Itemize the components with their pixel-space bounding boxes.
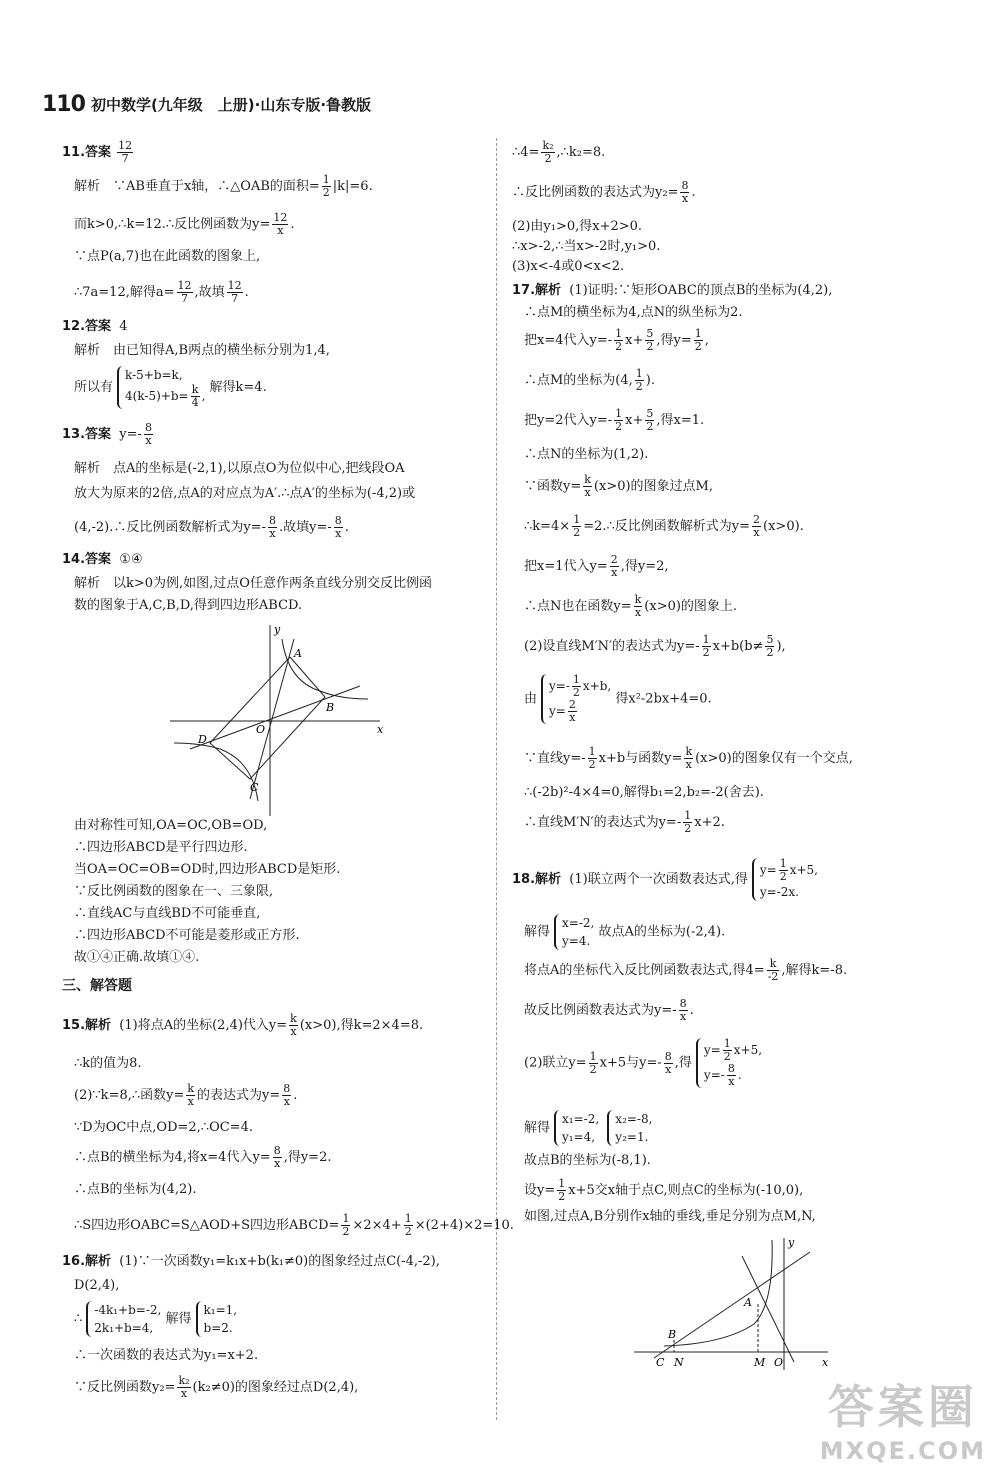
label-b: B [326, 701, 335, 714]
q17-line: (2)设直线M′N′的表达式为y=- $\frac{1}{2}$ x+b(b≠ $\frac{5}{2}$ ), [524, 633, 786, 660]
line-ab [654, 1252, 810, 1358]
q11-line: 而k>0,∴k=12.∴反比例函数为y= $\frac{12}{x}$ . [74, 211, 295, 238]
left-column [62, 139, 514, 1413]
label-d: D [198, 733, 207, 746]
q16-cont-line: ∴反比例函数的表达式为y₂= $\frac{8}{x}$ . [512, 179, 696, 206]
q17-line: 把y=2代入y=- $\frac{1}{2}$ x+ $\frac{5}{2}$ ,得x=1. [524, 407, 705, 434]
q11-line: ∵点P(a,7)也在此函数的图象上, [74, 249, 261, 264]
q16-line: ∴一次函数的表达式为y₁=x+2. [74, 1348, 259, 1363]
q18-system: 解得 x₁=-2, y₁=4, x₂=-8, y₂=1. [524, 1112, 653, 1144]
q16-cont-line: ∴4= $\frac{\text{k₂}}{2}$ ,∴k₂=8. [512, 139, 606, 166]
q16-cont-line: (3)x<-4或0<x<2. [512, 259, 625, 274]
page-number: 110 [42, 92, 85, 117]
q16-line: ∵反比例函数y₂= $\frac{\text{k₂}}{x}$ (k₂≠0)的图象经过点D(2,4), [74, 1374, 359, 1401]
q15-line: (2)∵k=8,∴函数y= $\frac{k}{x}$ 的表达式为y= $\frac{8}{x}$ . [74, 1082, 298, 1109]
q14-line: 由对称性可知,OA=OC,OB=OD, [74, 818, 268, 833]
watermark-logo: 答案圈 MXQE.COM [819, 1380, 986, 1465]
q16-cont-line: ∴x>-2,∴当x>-2时,y₁>0. [512, 239, 661, 254]
page-header [42, 92, 371, 117]
q11-answer: 11.答案 $\frac{12}{7}$ [62, 139, 133, 166]
label-c: C [656, 1356, 665, 1369]
label-x: x [377, 723, 384, 736]
q15-line: ∴点B的坐标为(4,2). [74, 1182, 197, 1197]
label-o: O [774, 1356, 784, 1369]
label-b: B [668, 1328, 677, 1341]
q17-line: 17.解析 (1)证明:∵矩形OABC的顶点B的坐标为(4,2), [512, 283, 833, 298]
q14-line: 当OA=OC=OB=OD时,四边形ABCD是矩形. [74, 862, 341, 877]
q14-line: ∴直线AC与直线BD不可能垂直, [74, 906, 261, 921]
q17-line: ∵函数y= $\frac{k}{x}$ (x>0)的图象过点M, [524, 473, 714, 500]
q17-line: ∴k=4× $\frac{1}{2}$ =2.∴反比例函数解析式为y= $\frac{2}{x}$ (x>0). [524, 513, 804, 540]
book-title: 初中数学(九年级 上册)·山东专版·鲁教版 [90, 96, 372, 114]
q13-answer: 13.答案 y=- $\frac{8}{x}$ [62, 421, 152, 448]
q18-system: 解得 x=-2, y=4. 故点A的坐标为(-2,4). [524, 916, 726, 948]
q17-line: ∵直线y=- $\frac{1}{2}$ x+b与函数y= $\frac{k}{x}$ (x>0)的图象仅有一个交点, [524, 745, 853, 772]
q11-line: 解析 ∵AB垂直于x轴，∴△OAB的面积= $\frac{1}{2}$ |k|=6. [74, 173, 373, 200]
section-heading: 三、解答题 [62, 978, 132, 994]
q13-line: 解析 点A的坐标是(-2,1),以原点O为位似中心,把线段OA [74, 461, 405, 476]
q11-line: ∴7a=12,解得a= $\frac{12}{7}$ ,故填 $\frac{12}{7}$ . [74, 279, 249, 306]
q15-line: ∴k的值为8. [74, 1056, 142, 1071]
label-o: O [256, 723, 266, 736]
q17-line: ∴点N的坐标为(1,2). [524, 447, 649, 462]
label-m: M [754, 1356, 766, 1369]
q12-line: 解析 由已知得A,B两点的横坐标分别为1,4, [74, 343, 330, 358]
q12-system: 所以有 k-5+b=k, 4(k-5)+b= $\frac{k}{4}$ , 解得k=4. [74, 368, 267, 410]
q17-line: 把x=1代入y= $\frac{2}{x}$ ,得y=2, [524, 553, 669, 580]
line-bd [190, 686, 360, 749]
q16-system: ∴ -4k₁+b=-2, 2k₁+b=4, 解得 k₁=1, b=2. [74, 1303, 238, 1335]
q18-line: 18.解析 (1)联立两个一次函数表达式,得 y= $\frac{1}{2}$ x+5, y=-2x. [512, 857, 818, 900]
q14-answer: 14.答案 ①④ [62, 552, 143, 567]
q16-line: 16.解析 (1)∵一次函数y₁=k₁x+b(k₁≠0)的图象经过点C(-4,-2), [62, 1254, 440, 1269]
q17-line: ∴(-2b)²-4×4=0,解得b₁=2,b₂=-2(舍去). [524, 785, 764, 800]
q18-line: 如图,过点A,B分别作x轴的垂线,垂足分别为点M,N, [524, 1209, 816, 1224]
q13-line: 放大为原来的2倍,点A的对应点为A′.∴点A′的坐标为(-4,2)或 [74, 486, 416, 501]
q15-line: ∵D为OC中点,OD=2,∴OC=4. [74, 1120, 253, 1135]
q14-line: 故①④正确.故填①④. [74, 950, 200, 965]
label-x: x [822, 1356, 829, 1369]
q17-system: 由 y=- $\frac{1}{2}$ x+b, y= $\frac{2}{x}$ 得x²-2bx+4=0. [524, 673, 712, 725]
label-a: A [294, 647, 302, 660]
label-a: A [744, 1296, 752, 1309]
q13-line: (4,-2).∴反比例函数解析式为y=- $\frac{8}{x}$ .故填y=- $\frac{8}{x}$ . [74, 514, 349, 541]
label-y: y [788, 1236, 795, 1249]
q14-line: ∴四边形ABCD是平行四边形. [74, 840, 248, 855]
q18-line: 故反比例函数表达式为y=- $\frac{8}{x}$ . [524, 997, 694, 1024]
label-n: N [674, 1356, 684, 1369]
q12-answer: 12.答案 4 [62, 319, 128, 334]
q17-line: ∴点M的坐标为(4, $\frac{1}{2}$ ). [524, 367, 656, 394]
q15-line: ∴点B的横坐标为4,将x=4代入y= $\frac{8}{x}$ ,得y=2. [74, 1144, 332, 1171]
q15-line: ∴S四边形OABC=S△AOD+S四边形ABCD= $\frac{1}{2}$ ×2×4+ $\frac{1}{2}$ ×(2+4)×2=10. [74, 1212, 514, 1239]
q14-line: 解析 以k>0为例,如图,过点O任意作两条直线分别交反比例函 [74, 576, 432, 591]
q17-line: ∴点N也在函数y= $\frac{k}{x}$ (x>0)的图象上. [524, 593, 738, 620]
hyperbola-branch [664, 1240, 772, 1346]
q18-figure [512, 1234, 962, 1374]
q18-line: 设y= $\frac{1}{2}$ x+5交x轴于点C,则点C的坐标为(-10,0), [524, 1177, 804, 1204]
hyperbola-branch-2 [174, 743, 258, 801]
q17-line: ∴直线M′N′的表达式为y=- $\frac{1}{2}$ x+2. [524, 809, 725, 836]
q16-cont-line: (2)由y₁>0,得x+2>0. [512, 219, 643, 234]
q14-line: ∴四边形ABCD不可能是菱形或正方形. [74, 928, 300, 943]
quadrilateral-abcd [210, 657, 325, 779]
line-oa [742, 1256, 794, 1362]
q15-line: 15.解析 (1)将点A的坐标(2,4)代入y= $\frac{k}{x}$ (x>0),得k=2×4=8. [62, 1012, 424, 1039]
q14-figure [62, 621, 487, 819]
label-y: y [274, 623, 281, 636]
q18-line: 将点A的坐标代入反比例函数表达式,得4= $\frac{k}{-2}$ ,解得k=-8. [524, 957, 848, 984]
right-column [512, 140, 962, 1374]
q16-line: D(2,4), [74, 1278, 120, 1293]
q17-line: 把x=4代入y=- $\frac{1}{2}$ x+ $\frac{5}{2}$ ,得y= $\frac{1}{2}$ , [524, 327, 709, 354]
q14-line: 数的图象于A,C,B,D,得到四边形ABCD. [74, 598, 303, 613]
q17-line: ∴点M的横坐标为4,点N的纵坐标为2. [524, 305, 743, 320]
label-c: C [250, 781, 259, 794]
q18-line: (2)联立y= $\frac{1}{2}$ x+5与y=- $\frac{8}{x}$ ,得 y= $\frac{1}{2}$ x+5, y=- $\frac{8}{x}$ . [524, 1037, 763, 1089]
q14-line: ∵反比例函数的图象在一、三象限, [74, 884, 274, 899]
q18-line: 故点B的坐标为(-8,1). [524, 1153, 651, 1168]
